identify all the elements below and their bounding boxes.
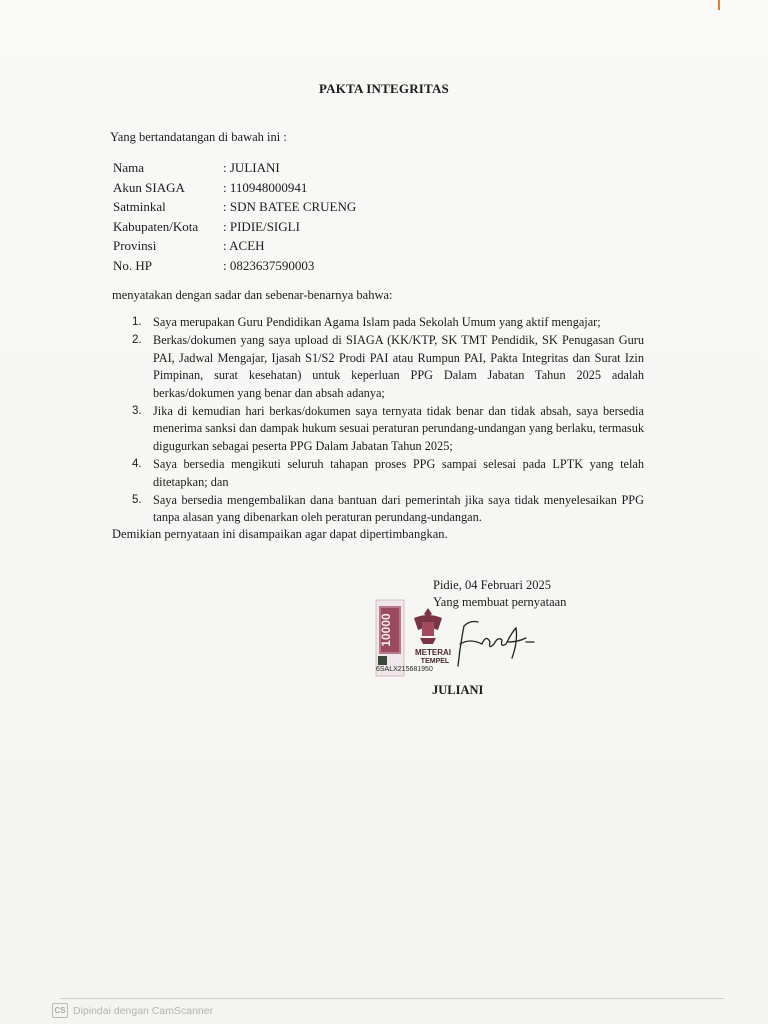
- field-row-nama: [113, 158, 356, 178]
- field-value: : 0823637590003: [223, 256, 314, 276]
- list-text: Jika di kemudian hari berkas/dokumen saya ternyata tidak benar dan tidak absah, saya bersedia menerima sanksi dan dampak hukum sesuai peraturan perundang-undangan yang berlaku, termasuk digugurkan sebagai peserta PPG Dalam Jabatan Tahun 2025;: [153, 404, 644, 453]
- stamp-value: 10000: [379, 613, 393, 647]
- field-label: No. HP: [113, 257, 153, 273]
- intro-text: Yang bertandatangan di bawah ini :: [110, 130, 287, 144]
- field-label: Kabupaten/Kota: [113, 218, 199, 234]
- field-row-akun-siaga: [113, 178, 356, 198]
- field-value: : 110948000941: [223, 178, 307, 198]
- list-text: Saya bersedia mengikuti seluruh tahapan proses PPG sampai selesai pada LPTK yang telah ditetapkan; dan: [153, 457, 644, 489]
- camscanner-logo-icon: CS: [52, 1003, 68, 1018]
- garuda-emblem-icon: [414, 608, 442, 644]
- field-value: : SDN BATEE CRUENG: [223, 197, 356, 217]
- stamp-serial: 6SALX215681950: [376, 666, 433, 673]
- identity-fields: [113, 158, 356, 276]
- place-date: Pidie, 04 Februari 2025: [433, 578, 552, 592]
- list-item: [132, 456, 644, 491]
- list-number: 3.: [132, 405, 142, 418]
- list-number: 4.: [132, 458, 142, 471]
- handwritten-signature-icon: [448, 612, 536, 674]
- field-label: Nama: [113, 160, 145, 175]
- closing-text: Demikian pernyataan ini disampaikan agar dapat dipertimbangkan.: [112, 527, 448, 541]
- list-item: [132, 403, 644, 455]
- declaration-list: [132, 314, 644, 528]
- list-number: 5.: [132, 494, 142, 507]
- stamp-label-tempel: TEMPEL: [420, 658, 450, 665]
- list-item: [132, 492, 644, 527]
- scanner-watermark: [52, 1003, 213, 1018]
- stamp-label-meterai: METERAI: [415, 648, 451, 657]
- field-label: Akun SIAGA: [113, 179, 185, 195]
- footer-divider: [60, 998, 724, 999]
- list-item: [132, 332, 644, 402]
- signer-name: JULIANI: [432, 683, 484, 697]
- field-row-satminkal: [113, 197, 356, 217]
- field-value: : PIDIE/SIGLI: [223, 217, 300, 237]
- list-item: [132, 314, 644, 331]
- field-row-no-hp: [113, 256, 356, 276]
- list-text: Berkas/dokumen yang saya upload di SIAGA (KK/KTP, SK TMT Pendidik, SK Penugasan Guru PAI, Jadwal Mengajar, Ijasah S1/S2 Prodi PAI atau Rumpun PAI, Pakta Integritas dan Surat Izin Pimpinan, surat kesehatan) untuk keperluan PPG Dalam Jabatan Tahun 2025 adalah berkas/dokumen yang benar dan absah adanya;: [153, 333, 644, 400]
- document-title: PAKTA INTEGRITAS: [319, 81, 449, 96]
- scan-edge-mark: [718, 0, 720, 10]
- field-value: : JULIANI: [223, 158, 280, 178]
- list-text: Saya merupakan Guru Pendidikan Agama Islam pada Sekolah Umum yang aktif mengajar;: [153, 315, 601, 329]
- field-label: Provinsi: [113, 238, 157, 254]
- signer-role: Yang membuat pernyataan: [433, 594, 567, 609]
- list-text: Saya bersedia mengembalikan dana bantuan dari pemerintah jika saya tidak menyelesaikan PPG tanpa alasan yang dibenarkan oleh peraturan perundang-undangan.: [153, 493, 644, 525]
- field-label: Satminkal: [113, 199, 166, 215]
- statement-text: menyatakan dengan sadar dan sebenar-benarnya bahwa:: [112, 288, 393, 302]
- field-row-provinsi: [113, 236, 356, 256]
- list-number: 2.: [132, 334, 142, 347]
- list-number: 1.: [132, 316, 142, 328]
- scanner-text: Dipindai dengan CamScanner: [73, 1004, 214, 1017]
- field-value: : ACEH: [223, 236, 265, 256]
- field-row-kabupaten: [113, 217, 356, 237]
